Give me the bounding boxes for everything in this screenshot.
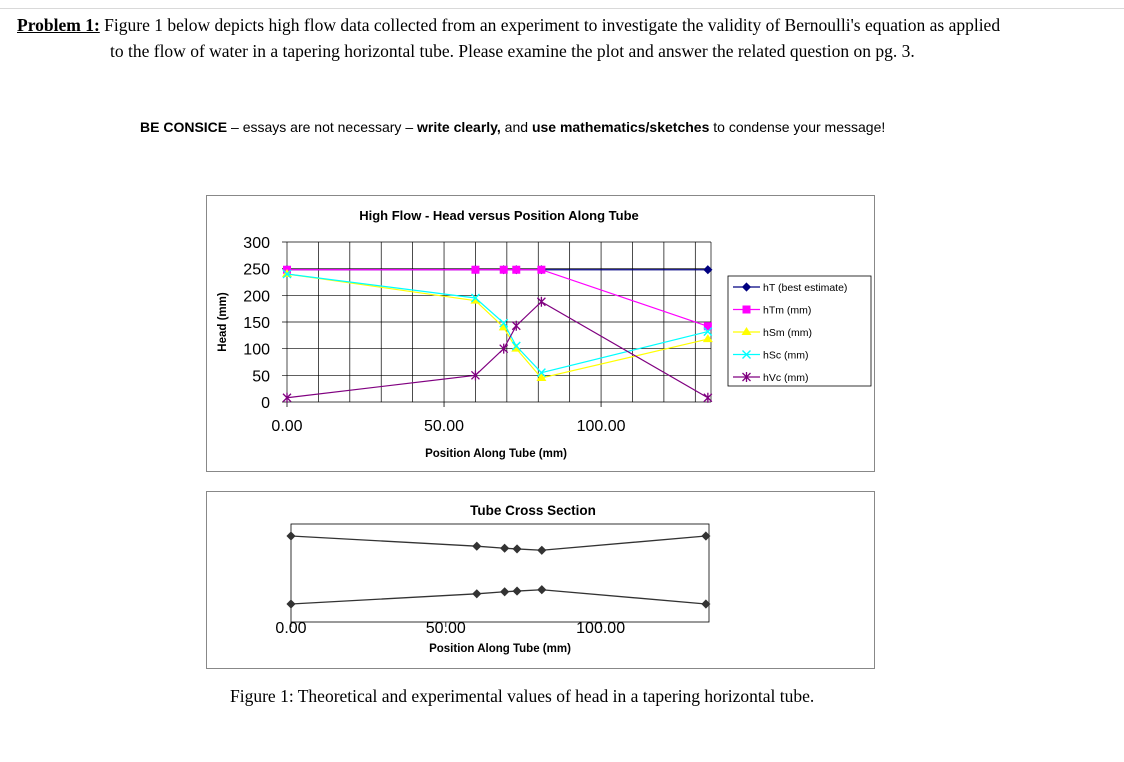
legend-label: hSc (mm) [763,349,809,362]
data-point [500,266,508,274]
figure-caption: Figure 1: Theoretical and experimental values of head in a tapering horizontal tube. [230,686,815,706]
head-chart [207,196,874,471]
tube-wall-2 [287,586,710,608]
tube-point [538,586,546,594]
x-tick-label: 100.00 [576,418,626,435]
x-axis-label: Position Along Tube (mm) [425,448,567,460]
series-4 [283,270,712,377]
data-point [512,321,520,331]
tube-point [538,546,546,554]
y-tick-label: 50 [252,368,270,386]
x-tick-label: 100.00 [576,620,626,637]
tube-wall-line [291,536,706,550]
legend-marker [743,306,751,314]
tube-wall-1 [287,532,710,554]
x-tick-label: 50.00 [424,418,465,435]
problem-statement [17,12,1107,64]
instructions-part-2: – essays are not necessary – [227,119,417,135]
head-chart-panel [206,195,875,472]
cross-section-title: Tube Cross Section [470,503,596,518]
y-tick-label: 0 [261,395,270,412]
instructions [140,119,885,135]
data-point [512,266,520,274]
cross-section-chart [207,492,874,668]
x-tick-label: 0.00 [271,418,303,435]
tube-wall-line [291,590,706,604]
instructions-part-3: write clearly, [417,119,501,135]
tube-point [287,532,295,540]
top-rule [0,8,1124,9]
tube-point [473,542,481,550]
problem-line-1: Figure 1 below depicts high flow data collected from an experiment to investigate the validity of Bernoulli's equation as applied [99,15,1001,35]
series-3 [282,269,713,381]
chart-legend [728,276,871,386]
y-tick-label: 150 [243,315,270,332]
y-tick-label: 100 [243,341,270,359]
chart-title: High Flow - Head versus Position Along Tube [359,208,639,223]
tube-point [501,544,509,552]
instructions-part-5: use mathematics/sketches [531,119,710,135]
y-tick-label: 200 [243,288,270,306]
instructions-part-6: to condense your message! [709,119,886,135]
x-tick-label: 50.00 [425,620,466,637]
x-tick-label: 0.00 [275,620,307,637]
cross-section-chart-panel [206,491,875,669]
x-axis-label: Position Along Tube (mm) [429,643,571,655]
problem-line-2: to the flow of water in a tapering horizontal tube. Please examine the plot and answer the related question on pg. 3. [110,41,915,61]
plot-area [291,524,709,622]
data-point [471,266,479,274]
y-axis-label: Head (mm) [217,292,229,352]
data-point [537,266,545,274]
legend-label: hVc (mm) [763,372,809,384]
y-tick-label: 300 [243,235,270,252]
legend-label: hSm (mm) [763,327,812,339]
instructions-part-1: BE CONSICE [140,119,228,135]
tube-point [287,600,295,608]
tube-point [473,590,481,598]
series-5 [283,297,712,403]
legend-label: hTm (mm) [763,304,812,317]
legend-label: hT (best estimate) [763,282,848,294]
tube-point [501,588,509,596]
tube-point [513,587,521,595]
tube-point [513,545,521,553]
instructions-part-4: and [500,119,532,135]
problem-label: Problem 1: [17,15,100,35]
y-tick-label: 250 [243,261,270,279]
chart-grid [282,242,711,402]
